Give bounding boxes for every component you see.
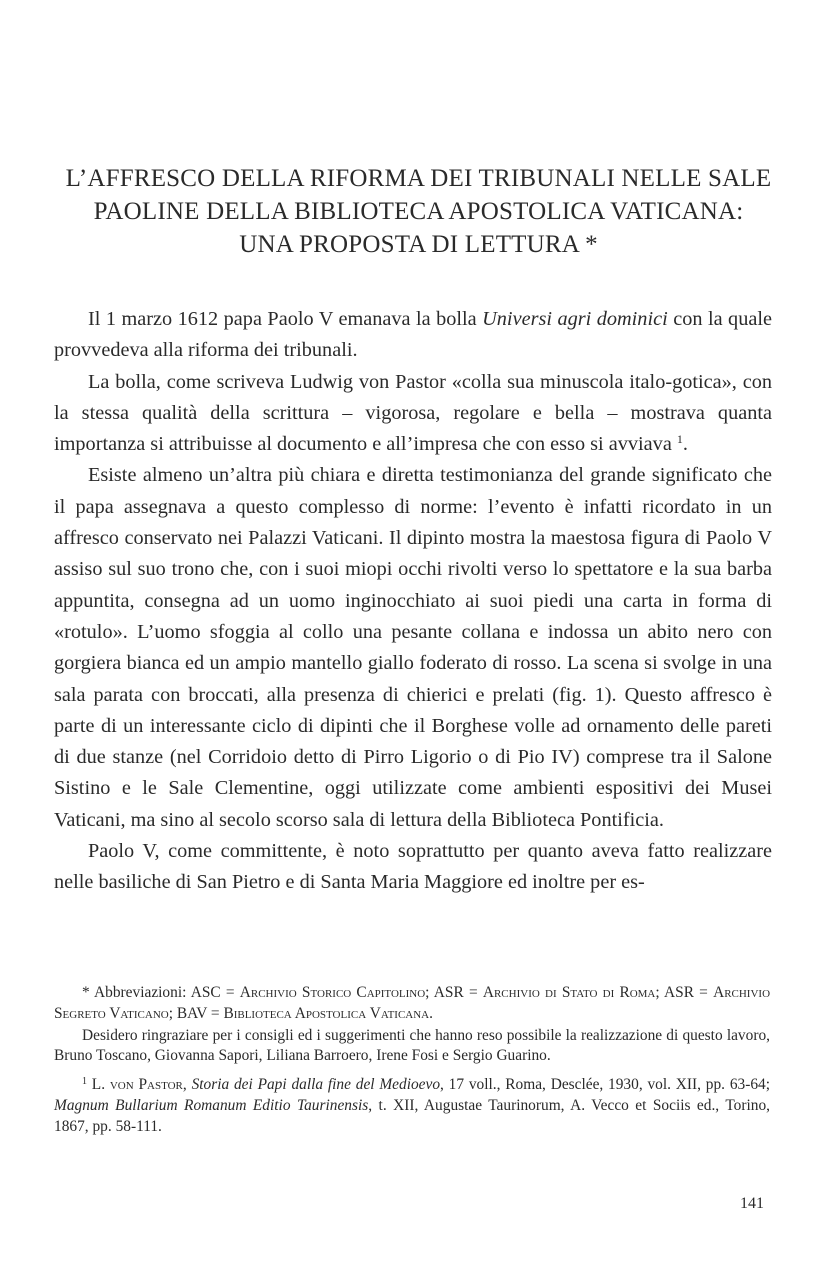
footnotes [54,983,770,1138]
footnote-ref[interactable]: 1 [676,432,683,447]
title-line: UNA PROPOSTA DI LETTURA * [239,231,598,258]
footnote-abbreviations: * Abbreviazioni: ASC = Archivio Storico Capitolino; ASR = Archivio di Stato di Roma; ASR = Archivio Segreto Vaticano; BAV = Biblioteca Apostolica Vaticana. [54,984,771,1022]
footnote-number: 1 [82,1076,87,1088]
page-number: 141 [740,1195,764,1212]
footnote-acknowledgements: Desidero ringraziare per i consigli ed i suggerimenti che hanno reso possibile la realizzazione di questo lavoro, Bruno Toscano, Giovanna Sapori, Liliana Barroero, Irene Fosi e Sergio Guarino. [54,1026,770,1065]
body-text [54,304,772,899]
title-line: L’AFFRESCO DELLA RIFORMA DEI TRIBUNALI NELLE SALE [65,165,772,192]
paragraph: La bolla, come scriveva Ludwig von Pastor «colla sua minuscola italo-gotica», con la stessa qualità della scrittura – vigorosa, regolare e bella – mostrava quanta importanza si attribuisse al documento e all’impresa che con esso si avviava $^1$. [54,370,772,456]
footnote-1: $^1$ L. von Pastor, Storia dei Papi dalla fine del Medioevo, 17 voll., Roma, Desclée, 1930, vol. XII, pp. 63-64; Magnum Bullarium Romanum Editio Taurinensis, t. XII, Augustae Taurinorum, A. Vecco et Sociis ed., Torino, 1867, pp. 58-111. [54,1076,771,1135]
paragraph: Il 1 marzo 1612 papa Paolo V emanava la bolla Universi agri dominici con la quale provvedeva alla riforma dei tribunali. [54,308,772,362]
paragraph: Paolo V, come committente, è noto soprattutto per quanto aveva fatto realizzare nelle basiliche di San Pietro e di Santa Maria Maggiore ed inoltre per es- [54,840,772,894]
title-line: PAOLINE DELLA BIBLIOTECA APOSTOLICA VATICANA: [93,198,744,225]
paragraph: Esiste almeno un’altra più chiara e diretta testimonianza del grande significato che il papa assegnava a questo complesso di norme: l’evento è infatti ricordato in un affresco conservato nei Palazzi Vaticani. Il dipinto mostra la maestosa figura di Paolo V assiso sul suo trono che, con i suoi miopi occhi rivolti verso lo spettatore e la sua barba appuntita, consegna ad un uomo inginocchiato ai suoi piedi una carta in forma di «rotulo». L’uomo sfoggia al collo una pesante collana e indossa un abito nero con gorgiera bianca ed un ampio mantello giallo foderato di rosso. La scena si svolge in una sala parata con broccati, alla presenza di chierici e prelati (fig. 1). Questo affresco è parte di un interessante ciclo di dipinti che il Borghese volle ad ornamento delle pareti di due stanze (nel Corridoio detto di Pirro Ligorio o di Pio IV) comprese tra il Salone Sistino e le Sale Clementine, oggi utilizzate come ambienti espositivi dei Musei Vaticani, ma sino al secolo scorso sala di lettura della Biblioteca Pontificia. [54,464,772,831]
bull-title: Universi agri dominici [482,308,668,330]
article-title [40,162,797,261]
